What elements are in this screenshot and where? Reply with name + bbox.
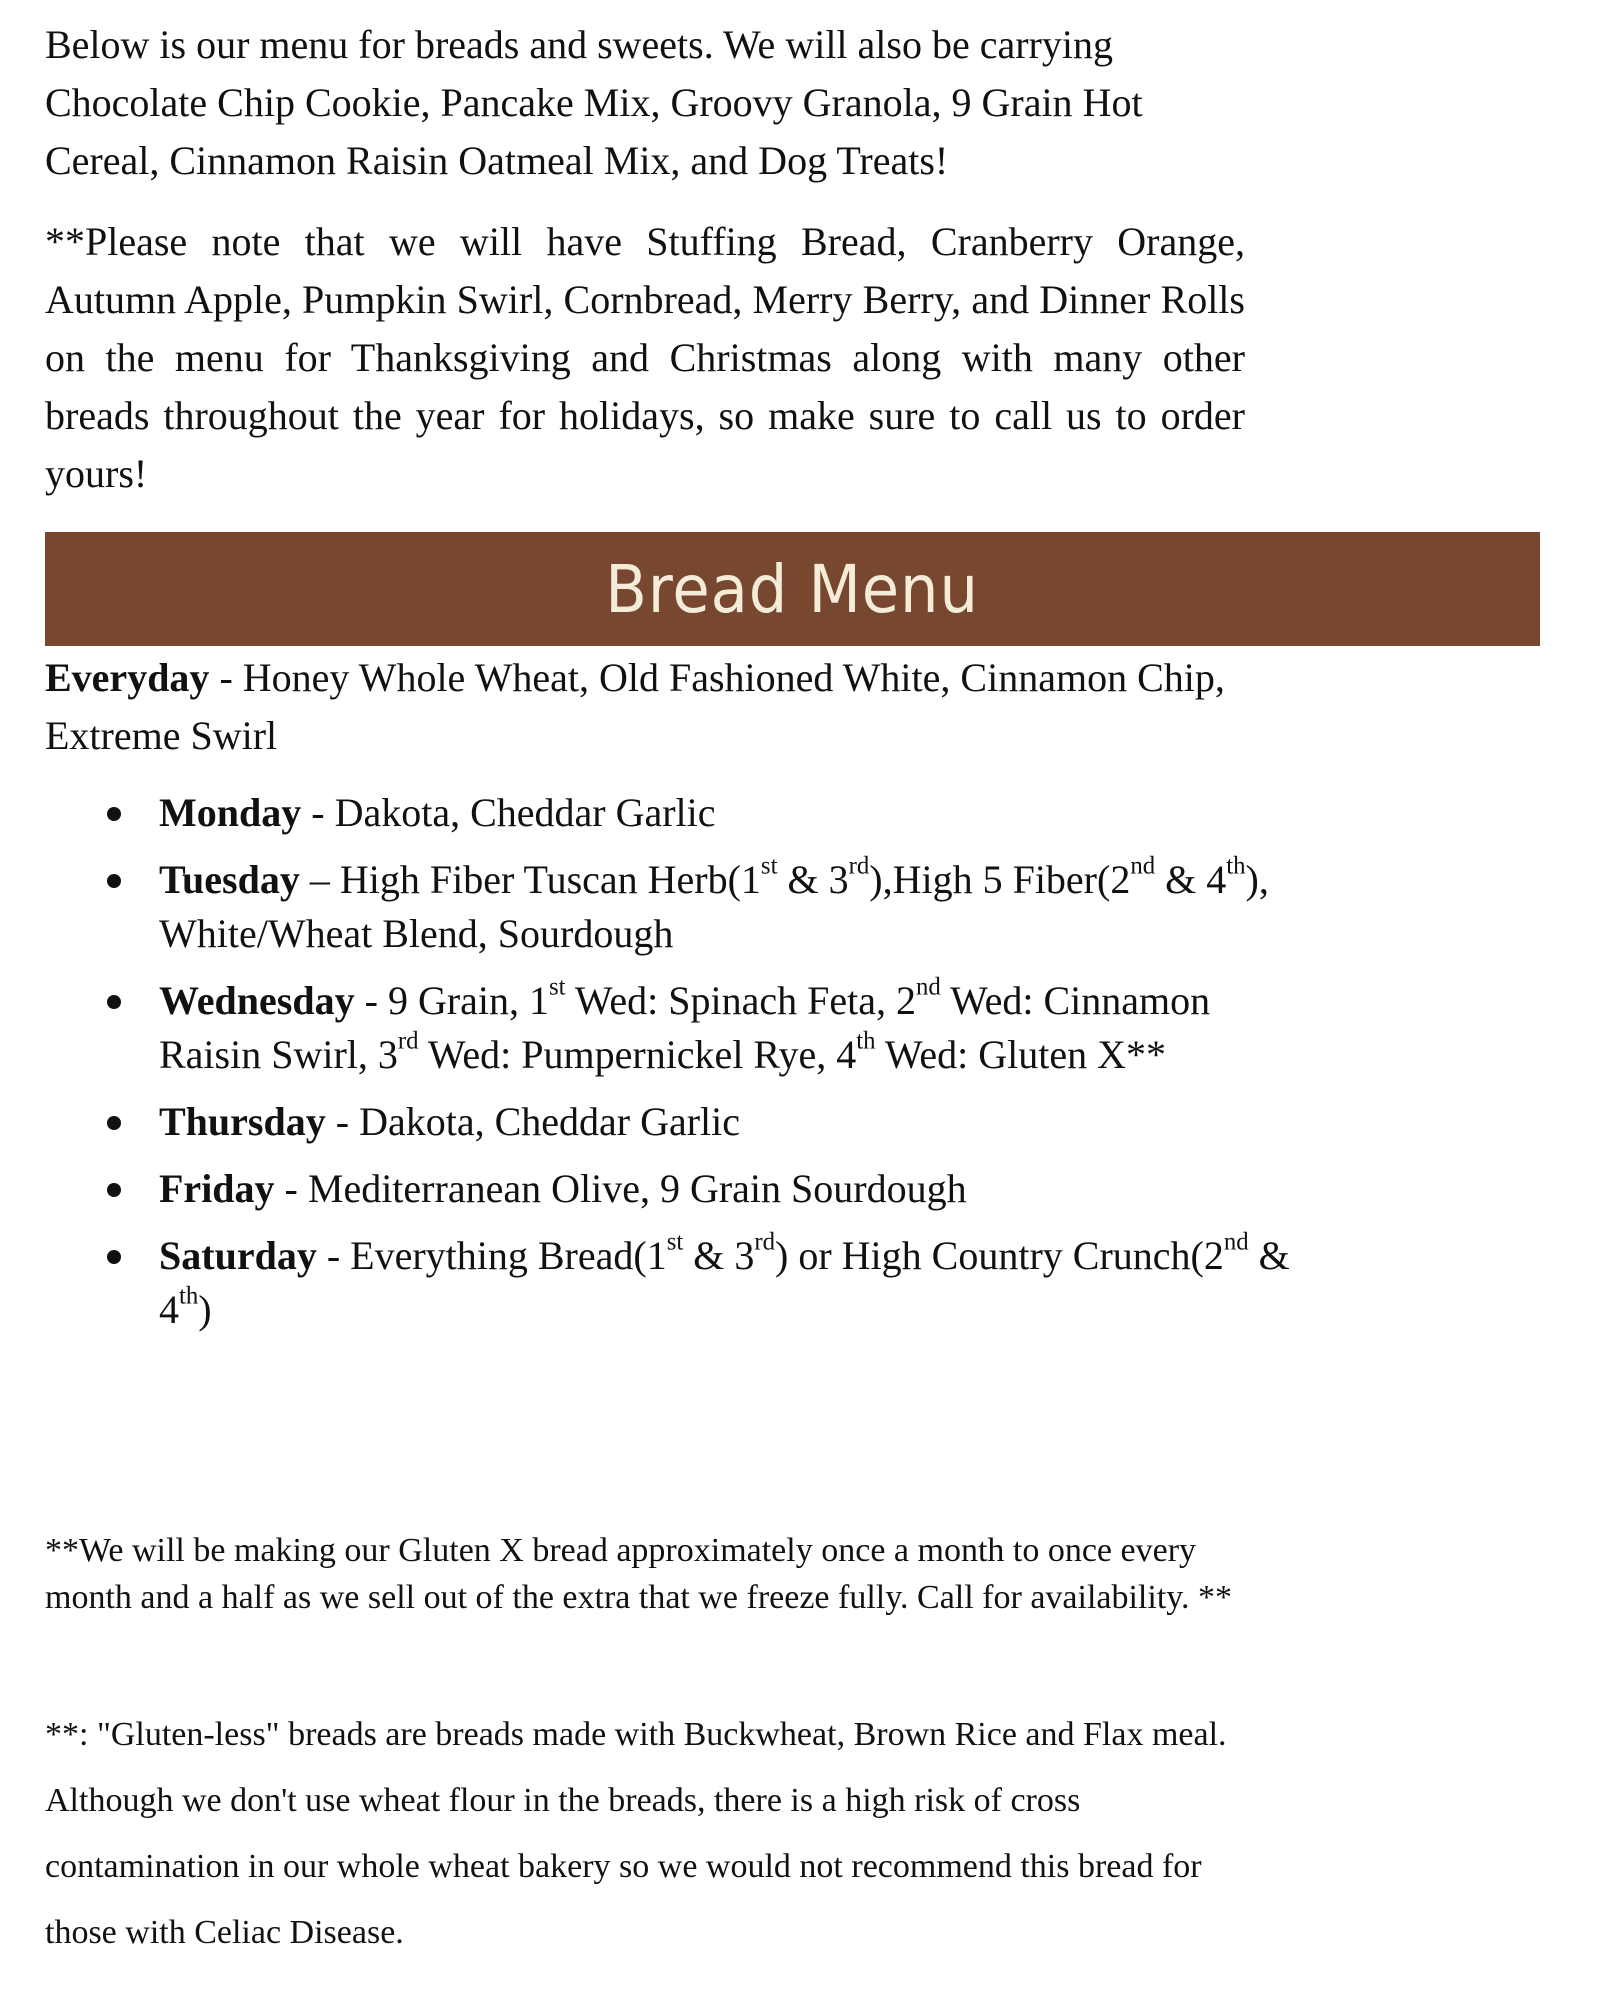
ordinal-suffix: th (856, 1027, 876, 1055)
day-breads-text: & 4 (1155, 857, 1227, 902)
day-separator: - (316, 1233, 351, 1278)
ordinal-suffix: rd (397, 1027, 419, 1055)
bullet-icon (107, 1116, 121, 1130)
day-breads-text: Dakota, Cheddar Garlic (334, 790, 716, 835)
day-label: Monday (159, 790, 302, 835)
holiday-note: **Please note that we will have Stuffing Bread, Cranberry Orange, Autumn Apple, Pumpkin Swirl, Cornbread, Merry Berry, and Dinner Rolls on the menu for Thanksgiving and Christmas along with many other breads throughout the year for holidays, so make sure to call us to order yours! (45, 219, 1245, 496)
day-label: Thursday (159, 1099, 326, 1144)
banner-title: Bread Menu (605, 550, 980, 628)
ordinal-suffix: th (1226, 852, 1246, 880)
day-item-friday (45, 1162, 1295, 1216)
gluten-less-note: **: "Gluten-less" breads are breads made with Buckwheat, Brown Rice and Flax meal. Although we don't use wheat flour in the breads, there is a high risk of cross contamination in our whole wheat bakery so we would not recommend this bread for those with Celiac Disease. (45, 1716, 1227, 1951)
day-breads-text: & 3 (683, 1233, 755, 1278)
everyday-label: Everyday (45, 655, 210, 700)
bullet-icon (107, 874, 121, 888)
ordinal-suffix: rd (848, 852, 870, 880)
intro-paragraph: Below is our menu for breads and sweets. We will also be carrying Chocolate Chip Cookie, Pancake Mix, Groovy Granola, 9 Grain Hot Cereal, Cinnamon Raisin Oatmeal Mix, and Dog Treats! (45, 22, 1143, 183)
everyday-separator: - (209, 655, 243, 700)
day-item-wednesday (45, 974, 1295, 1082)
day-breads-text: Dakota, Cheddar Garlic (359, 1099, 741, 1144)
day-breads-text: Everything Bread(1 (350, 1233, 667, 1278)
bullet-icon (107, 1183, 121, 1197)
bullet-icon (107, 995, 121, 1009)
day-breads-text: ),High 5 Fiber(2 (869, 857, 1131, 902)
bullet-icon (107, 1250, 121, 1264)
ordinal-suffix: nd (1223, 1228, 1249, 1256)
ordinal-suffix: st (760, 852, 778, 880)
everyday-line (45, 649, 1245, 765)
day-separator: - (354, 978, 388, 1023)
day-item-tuesday (45, 853, 1295, 961)
day-breads-text: Wed: Pumpernickel Rye, 4 (418, 1032, 857, 1077)
day-breads-text: 9 Grain, 1 (387, 978, 550, 1023)
ordinal-suffix: th (179, 1282, 199, 1310)
ordinal-suffix: nd (916, 973, 941, 1001)
ordinal-suffix: rd (754, 1228, 776, 1256)
weekday-list (45, 786, 1295, 1350)
day-separator: - (325, 1099, 360, 1144)
day-item-thursday (45, 1095, 1295, 1149)
ordinal-suffix: st (666, 1228, 684, 1256)
bread-menu-banner (45, 532, 1540, 646)
day-separator: – (299, 857, 340, 902)
day-breads-text: ) (198, 1287, 212, 1332)
day-separator: - (274, 1166, 308, 1211)
day-label: Wednesday (159, 978, 355, 1023)
bullet-icon (107, 807, 121, 821)
day-label: Friday (159, 1166, 275, 1211)
day-breads-text: Wed: Gluten X** (875, 1032, 1167, 1077)
day-breads-text: & 4 (159, 1233, 1290, 1332)
day-breads-text: Mediterranean Olive, 9 Grain Sourdough (307, 1166, 967, 1211)
gluten-x-note: **We will be making our Gluten X bread approximately once a month to once every month and a half as we sell out of the extra that we freeze fully. Call for availability. ** (45, 1532, 1233, 1616)
day-breads-text: Wed: Spinach Feta, 2 (565, 978, 916, 1023)
day-breads-text: ), White/Wheat Blend, Sourdough (159, 857, 1269, 956)
day-item-saturday (45, 1229, 1295, 1337)
day-breads-text: & 3 (777, 857, 849, 902)
day-separator: - (301, 790, 335, 835)
day-breads-text: Wed: Cinnamon Raisin Swirl, 3 (159, 978, 1211, 1077)
day-label: Saturday (159, 1233, 317, 1278)
day-breads-text: High Fiber Tuscan Herb(1 (339, 857, 761, 902)
ordinal-suffix: nd (1130, 852, 1156, 880)
day-breads-text: ) or High Country Crunch(2 (775, 1233, 1224, 1278)
everyday-breads: Honey Whole Wheat, Old Fashioned White, Cinnamon Chip, Extreme Swirl (45, 655, 1225, 758)
day-label: Tuesday (159, 857, 300, 902)
ordinal-suffix: st (549, 973, 566, 1001)
day-item-monday (45, 786, 1295, 840)
